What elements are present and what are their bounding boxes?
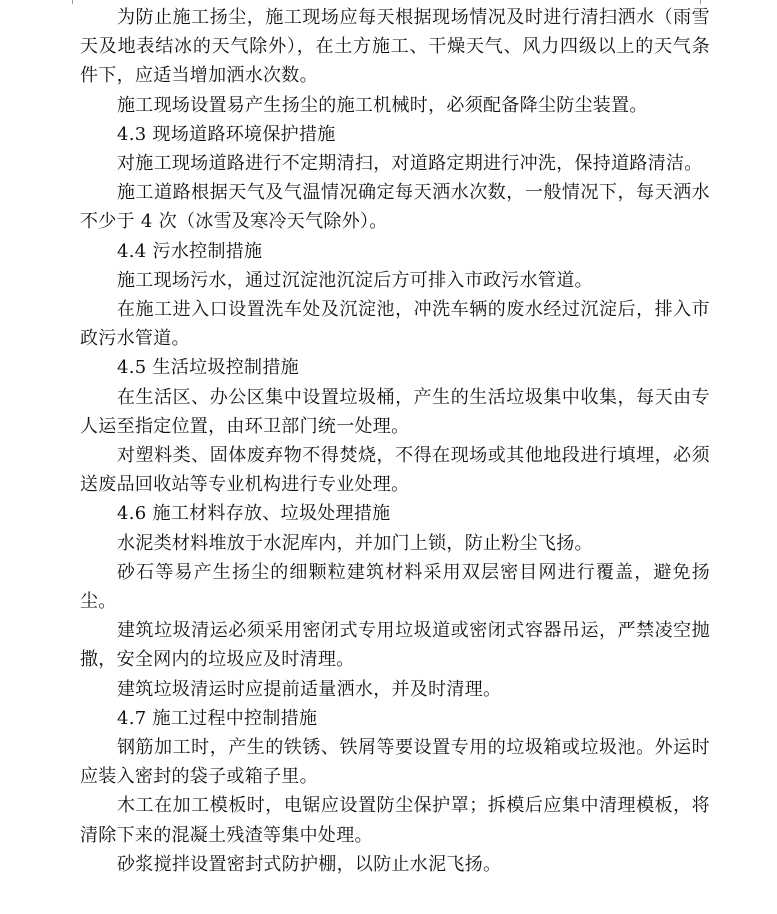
paragraph: 砂石等易产生扬尘的细颗粒建筑材料采用双层密目网进行覆盖，避免扬尘。 — [80, 561, 710, 613]
paragraph: 砂浆搅拌设置密封式防护棚，以防止水泥飞扬。 — [117, 853, 502, 875]
section-heading: 4.3 现场道路环境保护措施 — [117, 123, 336, 145]
section-heading: 4.5 生活垃圾控制措施 — [117, 357, 299, 379]
paragraph: 木工在加工模板时，电锯应设置防尘保护罩；拆模后应集中清理模板，将清除下来的混凝土残渣等集中处理。 — [80, 795, 710, 846]
paragraph: 建筑垃圾清运必须采用密闭式专用垃圾道或密闭式容器吊运，严禁凌空抛撒，安全网内的垃圾应及时清理。 — [80, 620, 710, 671]
paragraph: 对施工现场道路进行不定期清扫，对道路定期进行冲洗，保持道路清洁。 — [117, 153, 703, 175]
paragraph: 施工道路根据天气及气温情况确定每天洒水次数，一般情况下，每天洒水不少于 4 次（冰雪及寒冷天气除外）。 — [80, 182, 710, 233]
section-heading: 4.4 污水控制措施 — [117, 240, 263, 262]
paragraph: 水泥类材料堆放于水泥库内，并加门上锁，防止粉尘飞扬。 — [117, 532, 593, 554]
paragraph: 在生活区、办公区集中设置垃圾桶，产生的生活垃圾集中收集，每天由专人运至指定位置，由环卫部门统一处理。 — [80, 386, 710, 437]
paragraph: 建筑垃圾清运时应提前适量洒水，并及时清理。 — [117, 678, 502, 700]
paragraph: 在施工进入口设置洗车处及沉淀池，冲洗车辆的废水经过沉淀后，排入市政污水管道。 — [80, 299, 710, 350]
paragraph: 钢筋加工时，产生的铁锈、铁屑等要设置专用的垃圾箱或垃圾池。外运时应装入密封的袋子或箱子里。 — [80, 737, 710, 788]
paragraph: 施工现场污水，通过沉淀池沉淀后方可排入市政污水管道。 — [117, 269, 593, 291]
paragraph: 对塑料类、固体废弃物不得焚烧，不得在现场或其他地段进行填埋，必须送废品回收站等专业机构进行专业处理。 — [80, 445, 710, 496]
document-body — [80, 3, 710, 879]
margin-corner-mark-left — [60, 0, 73, 4]
paragraph: 施工现场设置易产生扬尘的施工机械时，必须配备降尘防尘装置。 — [117, 94, 648, 116]
paragraph: 为防止施工扬尘，施工现场应每天根据现场情况及时进行清扫洒水（雨雪天及地表结冰的天气除外），在土方施工、干燥天气、风力四级以上的天气条件下，应适当增加洒水次数。 — [80, 7, 710, 87]
section-heading: 4.6 施工材料存放、垃圾处理措施 — [117, 503, 391, 525]
section-heading: 4.7 施工过程中控制措施 — [117, 707, 318, 729]
